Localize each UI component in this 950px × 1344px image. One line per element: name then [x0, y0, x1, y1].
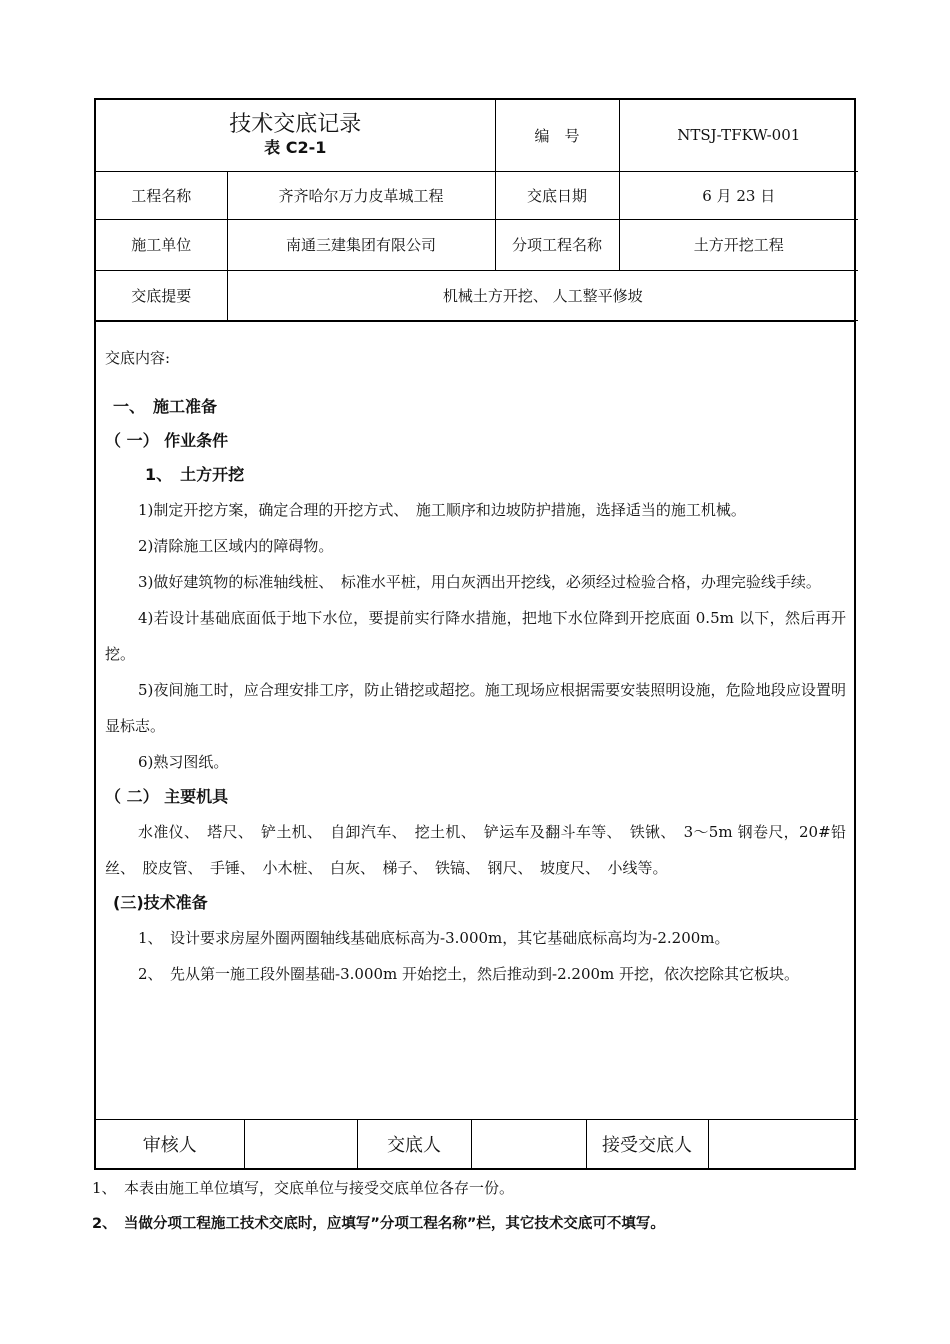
tech-prep-heading: (三)技术准备 — [113, 892, 208, 912]
reviewer-field[interactable] — [244, 1119, 357, 1168]
project-name-value[interactable]: 齐齐哈尔万力皮革城工程 — [227, 171, 495, 219]
work-conditions-heading: （ 一） 作业条件 — [105, 430, 229, 450]
header-table — [96, 100, 858, 321]
unit-label: 施工单位 — [96, 219, 227, 270]
paragraph-6: 6)熟习图纸。 — [138, 752, 229, 771]
project-name-label: 工程名称 — [96, 171, 227, 219]
summary-value[interactable]: 机械土方开挖、 人工整平修坡 — [227, 270, 858, 320]
paragraph-5: 5)夜间施工时，应合理安排工序，防止错挖或超挖。施工现场应根据需要安装照明设施，危险地段应设置明显标志。 — [105, 680, 846, 735]
tech-item-2: 2、 先从第一施工段外圈基础-3.000m 开始挖土，然后推动到-2.200m 开挖，依次挖除其它板块。 — [138, 964, 800, 983]
tech-item-1: 1、 设计要求房屋外圈两圈轴线基础底标高为-3.000m，其它基础底标高均为-2.200m。 — [138, 928, 730, 947]
number-value[interactable]: NTSJ-TFKW-001 — [619, 100, 858, 171]
unit-value[interactable]: 南通三建集团有限公司 — [227, 219, 495, 270]
content-section — [96, 321, 854, 1119]
receiver-label: 接受交底人 — [586, 1119, 708, 1168]
footer-notes — [92, 1170, 852, 1242]
form-subtitle: 表 C2-1 — [264, 138, 327, 158]
receiver-field[interactable] — [708, 1119, 858, 1168]
paragraph-2: 2)清除施工区域内的障碍物。 — [138, 536, 334, 555]
discloser-field[interactable] — [471, 1119, 586, 1168]
date-value[interactable]: 6 月 23 日 — [619, 171, 858, 219]
form-title: 技术交底记录 — [229, 112, 362, 138]
form-title-cell — [96, 100, 495, 171]
subproject-value[interactable]: 土方开挖工程 — [619, 219, 858, 270]
tools-list: 水准仪、 塔尺、 铲土机、 自卸汽车、 挖土机、 铲运车及翻斗车等、 铁锹、 3～5m 钢卷尺，20#铅丝、 胶皮管、 手锤、 小木桩、 白灰、 梯子、 铁镐、 钢尺、 坡度尺、 小线等。 — [105, 822, 846, 877]
subproject-label: 分项工程名称 — [495, 219, 619, 270]
number-label: 编 号 — [495, 100, 619, 171]
discloser-label: 交底人 — [357, 1119, 471, 1168]
paragraph-1: 1)制定开挖方案，确定合理的开挖方式、 施工顺序和边坡防护措施，选择适当的施工机械。 — [138, 500, 746, 519]
disclosure-form — [94, 98, 856, 1170]
paragraph-3: 3)做好建筑物的标准轴线桩、 标准水平桩，用白灰洒出开挖线，必须经过检验合格，办理完验线手续。 — [138, 572, 821, 591]
paragraph-4: 4)若设计基础底面低于地下水位，要提前实行降水措施，把地下水位降到开挖底面 0.5m 以下，然后再开挖。 — [105, 608, 846, 663]
signature-table — [96, 1119, 858, 1168]
note-1: 1、 本表由施工单位填写，交底单位与接受交底单位各存一份。 — [92, 1179, 515, 1197]
date-label: 交底日期 — [495, 171, 619, 219]
note-2: 2、 当做分项工程施工技术交底时，应填写”分项工程名称”栏，其它技术交底可不填写。 — [92, 1216, 665, 1232]
tools-heading: （ 二） 主要机具 — [105, 786, 229, 806]
section-prep-heading: 一、 施工准备 — [113, 396, 218, 416]
excavation-heading: 1、 土方开挖 — [145, 464, 245, 484]
summary-label: 交底提要 — [96, 270, 227, 320]
reviewer-label: 审核人 — [96, 1119, 244, 1168]
content-intro: 交底内容: — [105, 348, 171, 367]
